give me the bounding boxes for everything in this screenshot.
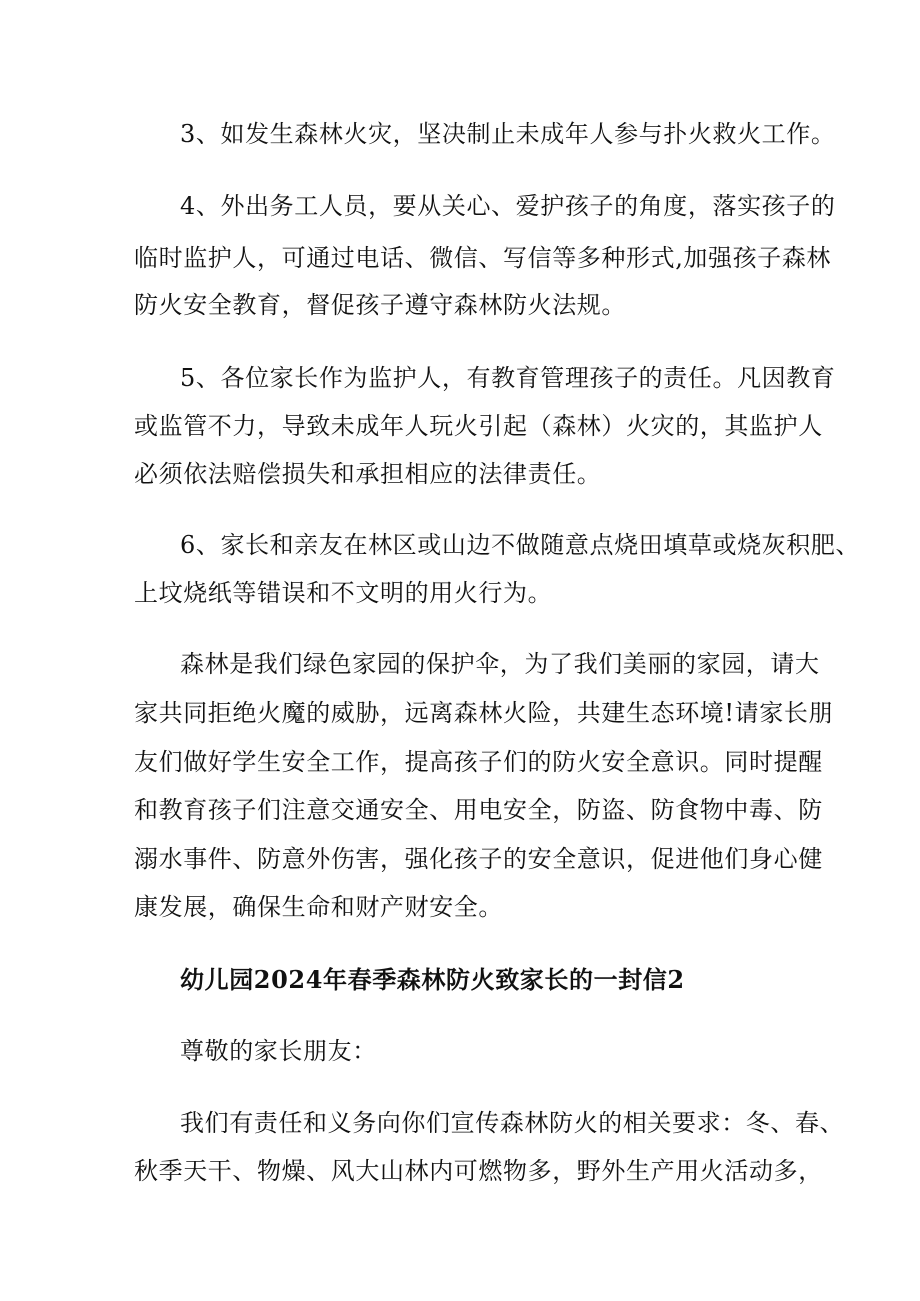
paragraph-item-6-line-1: 6、家长和亲友在林区或山边不做随意点烧田填草或烧灰积肥、 xyxy=(180,531,861,559)
letter-2-body-line-1: 我们有责任和义务向你们宣传森林防火的相关要求：冬、春、 xyxy=(180,1109,845,1137)
paragraph-item-6-line-2: 上坟烧纸等错误和不文明的用火行为。 xyxy=(134,579,553,607)
paragraph-item-5-line-3: 必须依法赔偿损失和承担相应的法律责任。 xyxy=(134,460,602,488)
letter-2-greeting: 尊敬的家长朋友： xyxy=(180,1037,377,1065)
paragraph-closing-line-3: 友们做好学生安全工作，提高孩子们的防火安全意识。同时提醒 xyxy=(134,748,823,776)
paragraph-closing-line-2: 家共同拒绝火魔的威胁，远离森林火险，共建生态环境!请家长朋 xyxy=(134,699,834,727)
paragraph-closing-line-1: 森林是我们绿色家园的保护伞，为了我们美丽的家园，请大 xyxy=(180,650,820,678)
paragraph-closing-line-4: 和教育孩子们注意交通安全、用电安全，防盗、防食物中毒、防 xyxy=(134,796,823,824)
paragraph-item-3-line-1: 3、如发生森林火灾，坚决制止未成年人参与扑火救火工作。 xyxy=(180,120,836,148)
paragraph-item-5-line-2: 或监管不力，导致未成年人玩火引起（森林）火灾的，其监护人 xyxy=(134,412,823,440)
paragraph-item-4-line-3: 防火安全教育，督促孩子遵守森林防火法规。 xyxy=(134,291,626,319)
paragraph-item-4-line-2: 临时监护人，可通过电话、微信、写信等多种形式,加强孩子森林 xyxy=(134,244,832,272)
paragraph-item-5-line-1: 5、各位家长作为监护人，有教育管理孩子的责任。凡因教育 xyxy=(180,364,836,392)
paragraph-closing-line-6: 康发展，确保生命和财产财安全。 xyxy=(134,893,503,921)
paragraph-closing-line-5: 溺水事件、防意外伤害，强化孩子的安全意识，促进他们身心健 xyxy=(134,845,823,873)
letter-2-title: 幼儿园2024年春季森林防火致家长的一封信2 xyxy=(180,965,685,994)
letter-2-body-line-2: 秋季天干、物燥、风大山林内可燃物多，野外生产用火活动多， xyxy=(134,1157,823,1185)
paragraph-item-4-line-1: 4、外出务工人员，要从关心、爱护孩子的角度，落实孩子的 xyxy=(180,192,836,220)
